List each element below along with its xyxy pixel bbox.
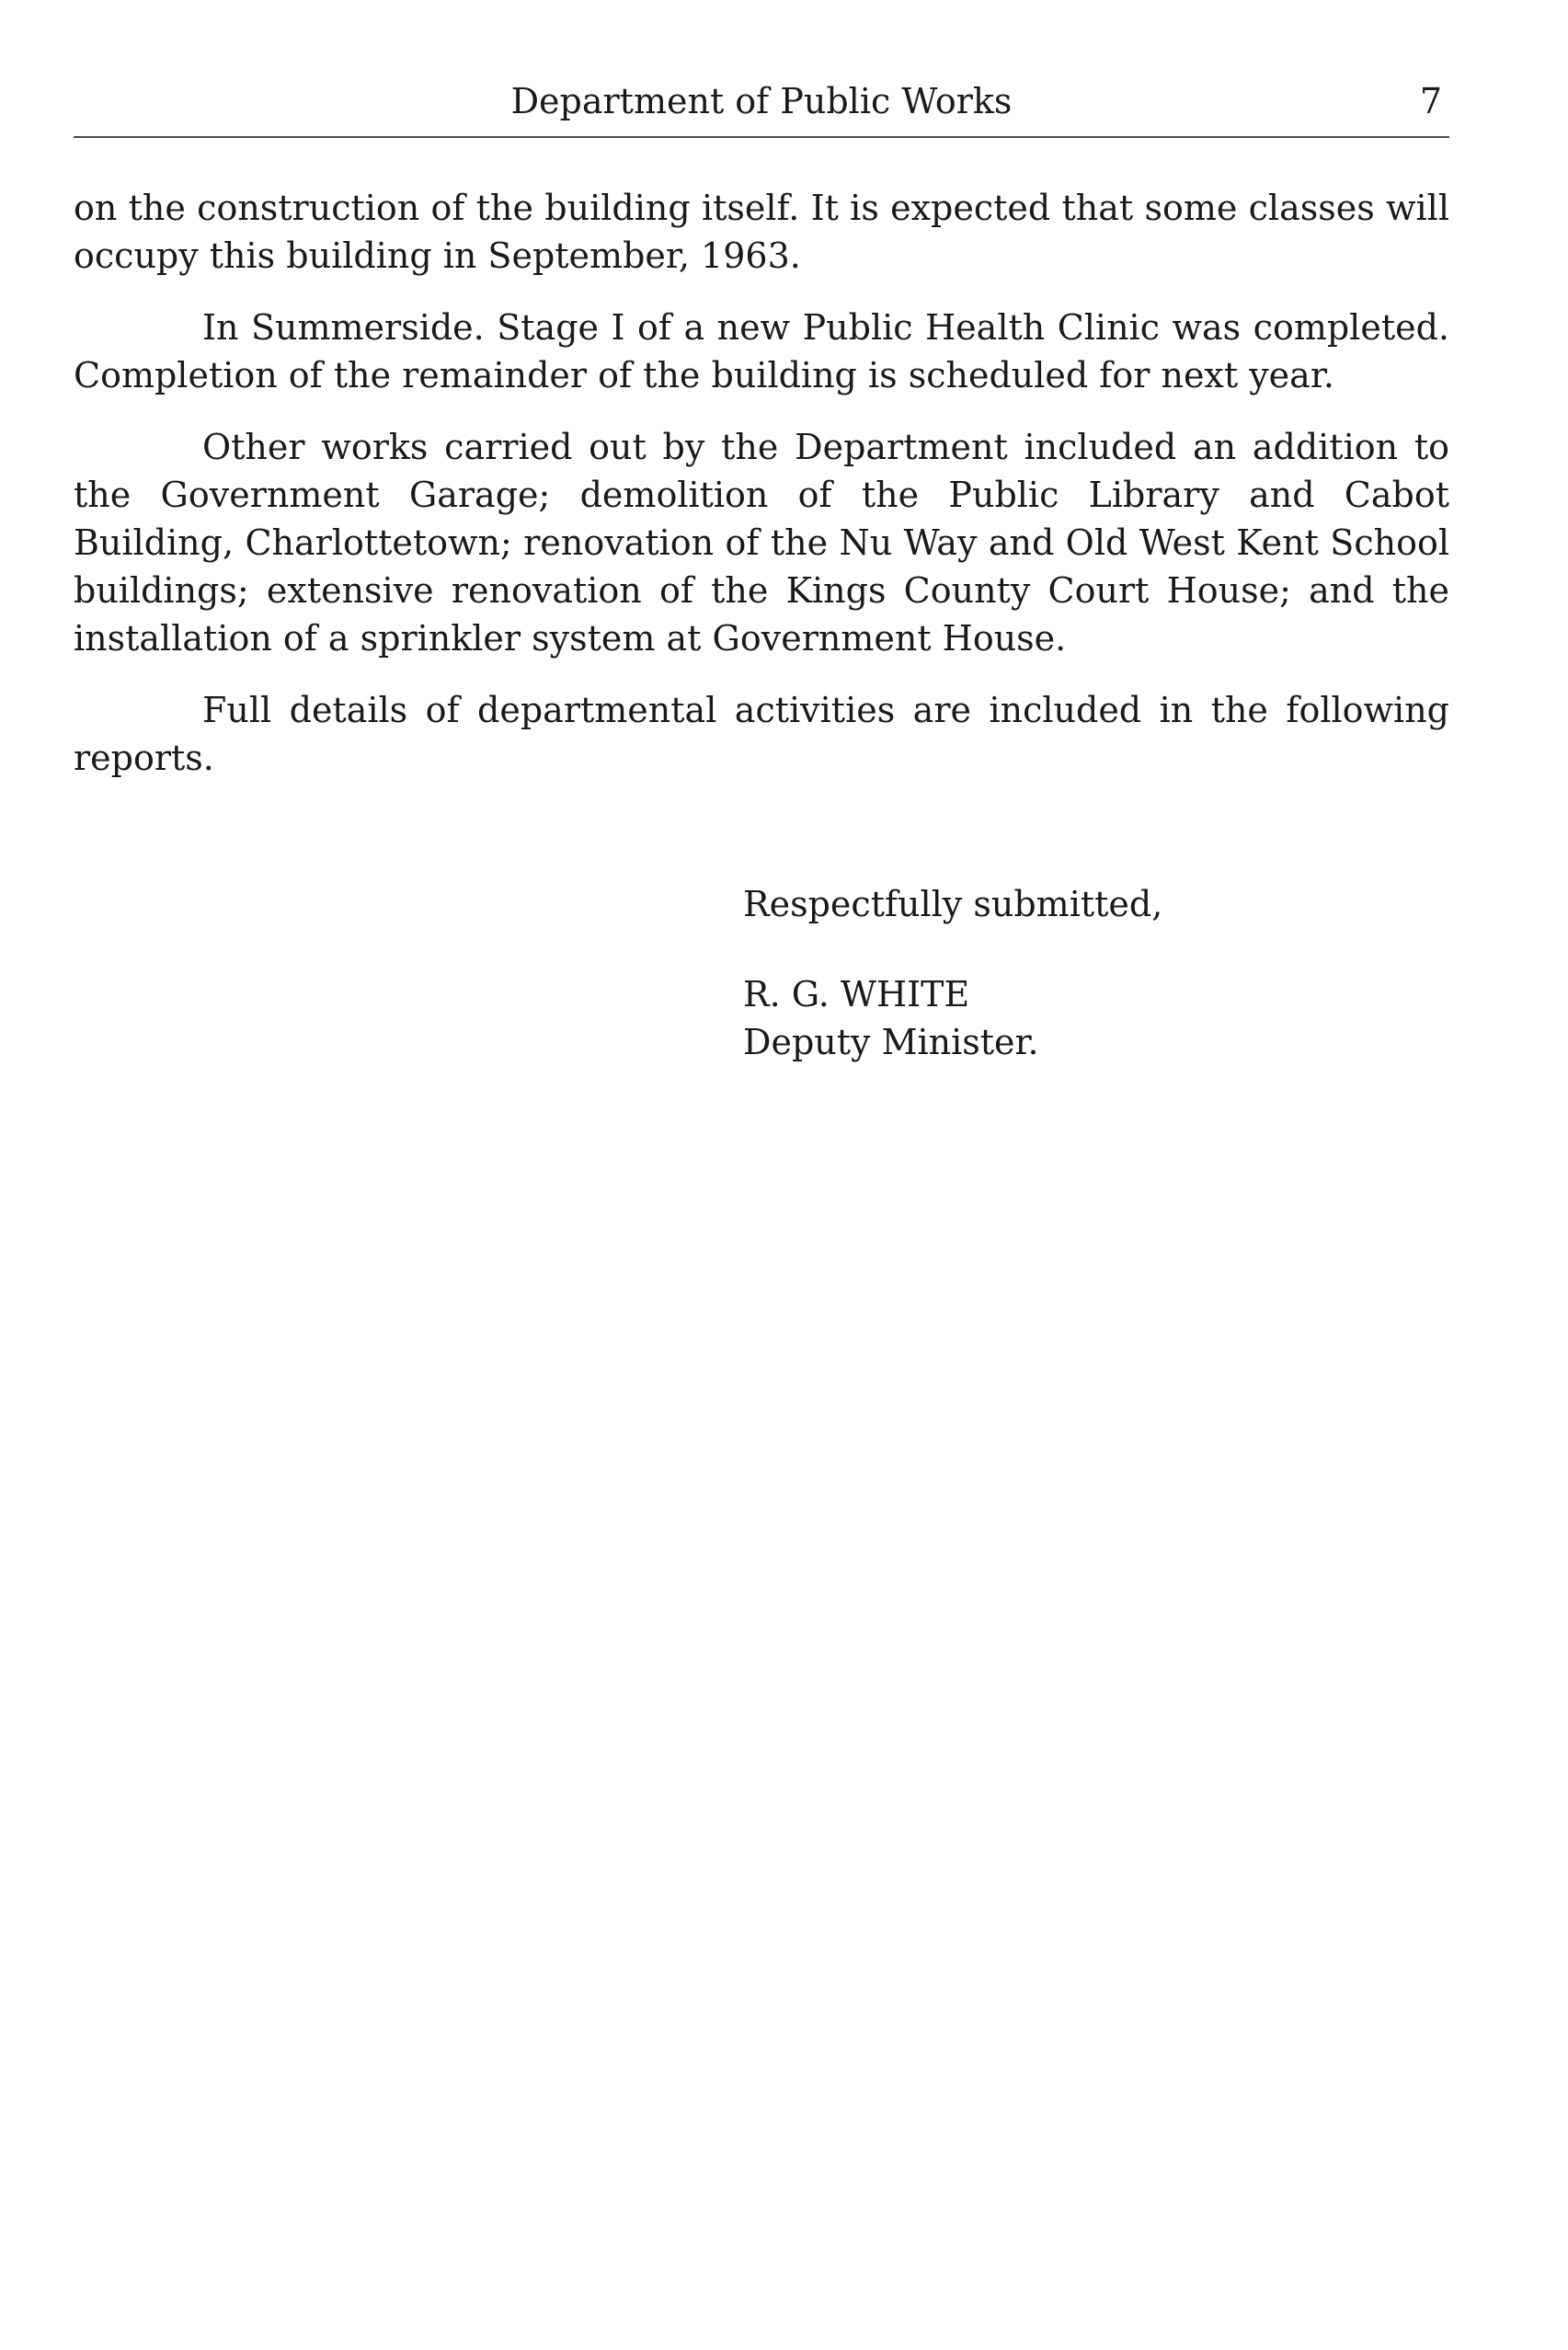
salutation: Respectfully submitted, — [743, 884, 1163, 924]
closing-block — [743, 880, 1162, 1066]
header-rule — [74, 136, 1449, 138]
paragraph-continuation: on the construction of the building itself. It is expected that some classes will occupy this building in September, 1963. — [74, 188, 1449, 276]
running-header — [74, 75, 1449, 127]
body-text — [74, 184, 1449, 806]
header-title: Department of Public Works — [510, 81, 1013, 121]
signatory-position: Deputy Minister. — [743, 1022, 1039, 1062]
paragraph-summerside: In Summerside. Stage I of a new Public Health Clinic was completed. Completion of the remainder of the building is scheduled for next year. — [74, 307, 1449, 395]
signatory-name: R. G. WHITE — [743, 974, 970, 1015]
page-number: 7 — [1419, 81, 1442, 121]
paragraph-full-details: Full details of departmental activities are included in the following reports. — [74, 690, 1449, 778]
signature-block — [743, 970, 1162, 1066]
paragraph-other-works: Other works carried out by the Department included an addition to the Government Garage; demolition of the Public Library and Cabot Building, Charlottetown; renovation of the Nu Way and Old West Kent School buildings; extensive renovation of the Kings County Court House; and the installation of a sprinkler system at Government House. — [74, 427, 1449, 659]
